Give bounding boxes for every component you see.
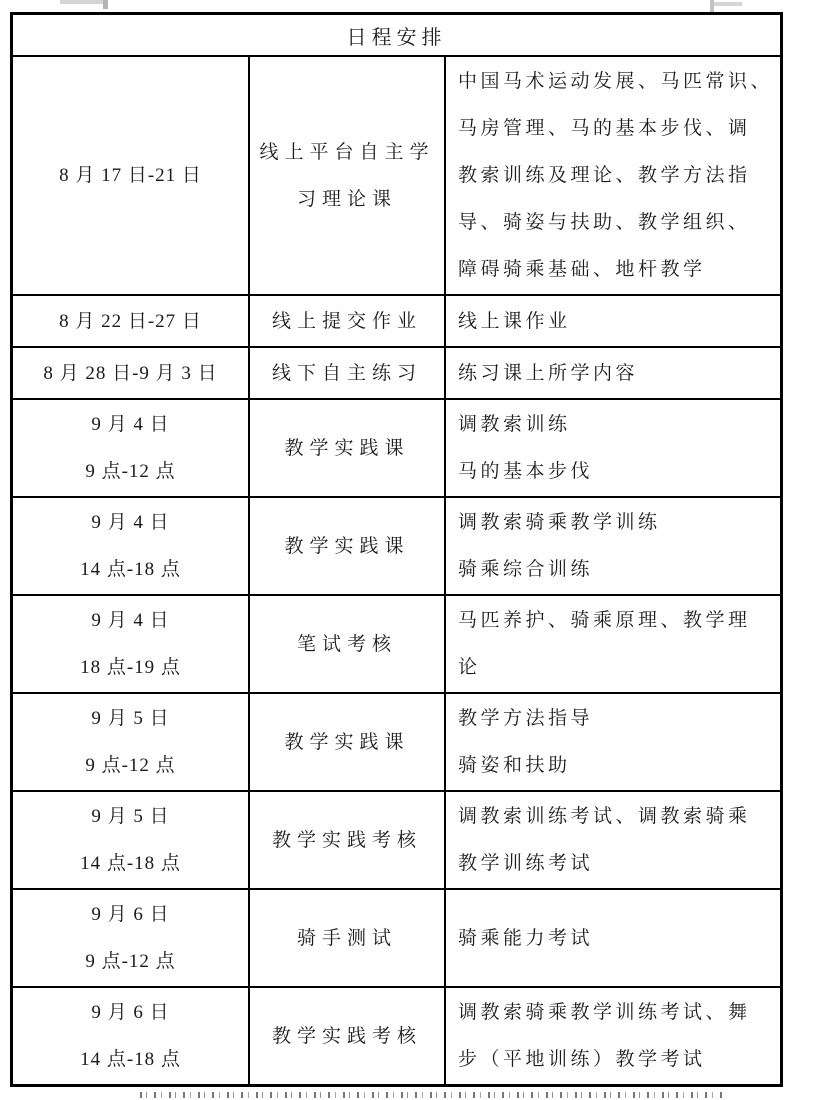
content-cell (444, 296, 780, 346)
cell-line: 障碍骑乘基础、地杆教学 (458, 259, 706, 280)
cell-line: 教学实践课 (284, 535, 410, 557)
clipped-element-top-left-bar (60, 0, 105, 4)
cell-line: 18 点-19 点 (80, 657, 181, 678)
date-cell (13, 988, 248, 1084)
date-cell (13, 596, 248, 692)
date-cell (13, 890, 248, 986)
cell-line: 9 月 6 日 (91, 904, 170, 925)
date-cell (13, 498, 248, 594)
content-cell (444, 57, 780, 294)
activity-cell (248, 596, 444, 692)
table-row (13, 398, 780, 496)
table-title: 日程安排 (346, 26, 447, 49)
cell-line: 练习课上所学内容 (458, 362, 639, 384)
cell-line: 教学方法指导 (458, 708, 594, 729)
content-cell (444, 498, 780, 594)
table-row (13, 496, 780, 594)
cell-line: 教学实践考核 (271, 829, 422, 851)
activity-cell (248, 792, 444, 888)
activity-cell (248, 890, 444, 986)
cell-line: 论 (458, 657, 481, 678)
cell-line: 8 月 28 日-9 月 3 日 (43, 362, 218, 384)
cell-line: 9 月 4 日 (91, 414, 170, 435)
cell-line: 骑手测试 (296, 927, 397, 949)
cell-line: 骑姿和扶助 (458, 755, 571, 776)
date-cell (13, 694, 248, 790)
cell-line: 马的基本步伐 (458, 461, 594, 482)
cell-line: 9 月 5 日 (91, 708, 170, 729)
cell-line: 马匹养护、骑乘原理、教学理 (458, 610, 751, 631)
table-body (13, 55, 780, 1084)
cell-line: 8 月 17 日-21 日 (59, 165, 202, 186)
date-cell (13, 792, 248, 888)
activity-cell (248, 57, 444, 294)
date-cell (13, 400, 248, 496)
cell-line: 9 月 5 日 (91, 806, 170, 827)
table-row (13, 346, 780, 398)
content-cell (444, 890, 780, 986)
date-cell (13, 57, 248, 294)
cell-line: 教学实践课 (284, 731, 410, 753)
cell-line: 14 点-18 点 (80, 559, 181, 580)
cell-line: 教学实践课 (284, 437, 410, 459)
activity-cell (248, 694, 444, 790)
date-cell (13, 296, 248, 346)
cell-line: 导、骑姿与扶助、教学组织、 (458, 212, 751, 233)
cell-line: 马房管理、马的基本步伐、调 (458, 118, 751, 139)
content-cell (444, 400, 780, 496)
cell-line: 教学实践考核 (271, 1025, 422, 1047)
clipped-element-top-right-bar (714, 2, 742, 6)
content-cell (444, 988, 780, 1084)
content-cell (444, 348, 780, 398)
cell-line: 习理论课 (296, 188, 397, 210)
table-row (13, 986, 780, 1084)
cell-line: 14 点-18 点 (80, 853, 181, 874)
table-row (13, 55, 780, 294)
table-row (13, 790, 780, 888)
table-row (13, 888, 780, 986)
cell-line: 调教索训练 (458, 414, 571, 435)
schedule-table (10, 12, 783, 1087)
cell-line: 骑乘能力考试 (458, 927, 594, 949)
cell-line: 9 月 4 日 (91, 610, 170, 631)
cell-line: 9 点-12 点 (85, 951, 176, 972)
table-row (13, 594, 780, 692)
date-cell (13, 348, 248, 398)
cell-line: 笔试考核 (296, 633, 397, 655)
cell-line: 8 月 22 日-27 日 (59, 310, 202, 332)
content-cell (444, 596, 780, 692)
clipped-text-line (140, 1092, 726, 1098)
activity-cell (248, 348, 444, 398)
cell-line: 9 月 6 日 (91, 1002, 170, 1023)
cell-line: 步（平地训练）教学考试 (458, 1049, 706, 1070)
table-row (13, 692, 780, 790)
content-cell (444, 694, 780, 790)
cell-line: 9 月 4 日 (91, 512, 170, 533)
table-header-row (13, 15, 780, 55)
activity-cell (248, 296, 444, 346)
cell-line: 调教索训练考试、调教索骑乘 (458, 806, 751, 827)
cell-line: 线上提交作业 (271, 310, 422, 332)
activity-cell (248, 988, 444, 1084)
cell-line: 线上平台自主学 (259, 141, 435, 163)
table-row (13, 294, 780, 346)
cell-line: 线上课作业 (458, 310, 571, 332)
cell-line: 14 点-18 点 (80, 1049, 181, 1070)
cell-line: 骑乘综合训练 (458, 559, 594, 580)
content-cell (444, 792, 780, 888)
activity-cell (248, 498, 444, 594)
activity-cell (248, 400, 444, 496)
clipped-element-top-left-edge (103, 0, 108, 9)
cell-line: 9 点-12 点 (85, 461, 176, 482)
cell-line: 教索训练及理论、教学方法指 (458, 165, 751, 186)
cell-line: 调教索骑乘教学训练考试、舞 (458, 1002, 751, 1023)
cell-line: 中国马术运动发展、马匹常识、 (458, 71, 774, 92)
cell-line: 9 点-12 点 (85, 755, 176, 776)
cell-line: 线下自主练习 (271, 362, 422, 384)
cell-line: 调教索骑乘教学训练 (458, 512, 661, 533)
cell-line: 教学训练考试 (458, 853, 594, 874)
